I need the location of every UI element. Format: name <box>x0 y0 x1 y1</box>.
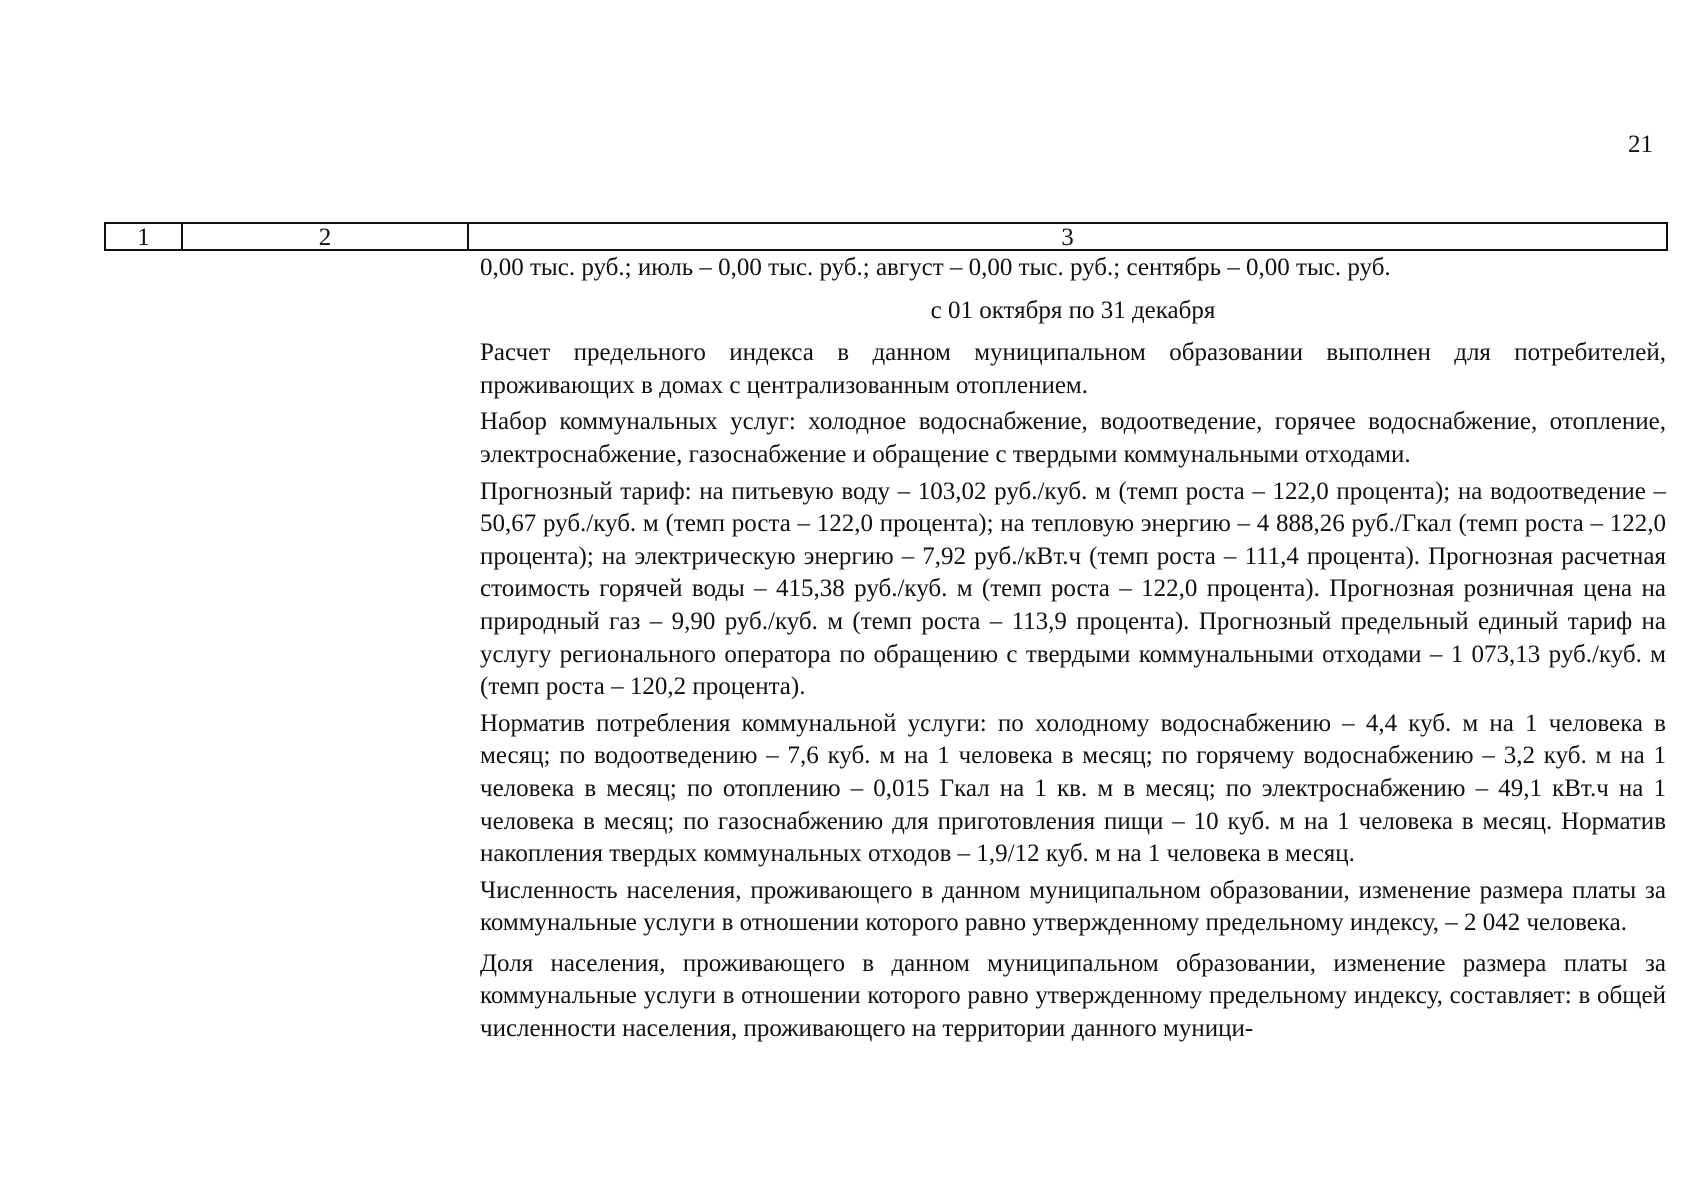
table-header-col-3: 3 <box>1061 224 1074 251</box>
paragraph-forecast-tariff: Прогнозный тариф: на питьевую воду – 103,02 руб./куб. м (темп роста – 122,0 процента); на водоотведение – 50,67 руб./куб. м (темп роста – 122,0 процента); на тепловую энергию – 4 888,26 руб./Гкал (темп роста – 122,0 процента); на электрическую энергию – 7,92 руб./кВт.ч (темп роста – 111,4 процента). Прогнозная расчетная стоимость горячей воды – 415,38 руб./куб. м (темп роста – 122,0 процента). Прогнозная розничная цена на природный газ – 9,90 руб./куб. м (темп роста – 113,9 процента). Прогнозный предельный единый тариф на услугу регионального оператора по обращению с твердыми коммунальными отходами – 1 073,13 руб./куб. м (темп роста – 120,2 процента). <box>480 477 1666 701</box>
continuation-text: 0,00 тыс. руб.; июль – 0,00 тыс. руб.; август – 0,00 тыс. руб.; сентябрь – 0,00 тыс. руб. <box>480 254 1391 281</box>
document-body <box>480 252 1666 1046</box>
period-heading: с 01 октября по 31 декабря <box>930 296 1216 324</box>
paragraph-population-count: Численность населения, проживающего в данном муниципальном образовании, изменение размера платы за коммунальные услуги в отношении которого равно утвержденному предельному индексу, – 2 042 человека. <box>480 876 1666 937</box>
table-header-col-1: 1 <box>106 224 183 249</box>
paragraph-utility-set: Набор коммунальных услуг: холодное водоснабжение, водоотведение, горячее водоснабжение, отопление, электроснабжение, газоснабжение и обращение с твердыми коммунальными отходами. <box>480 408 1666 468</box>
paragraph-population-share: Доля населения, проживающего в данном муниципальном образовании, изменение размера платы за коммунальные услуги в отношении которого равно утвержденному предельному индексу, составляет: в общей численности населения, проживающего на территории данного муници- <box>480 949 1666 1043</box>
page-number: 21 <box>1628 131 1653 158</box>
paragraph-calculation-basis: Расчет предельного индекса в данном муниципальном образовании выполнен для потребителей, проживающих в домах с централизованным отоплением. <box>480 339 1666 399</box>
table-header-col-2: 2 <box>183 224 469 249</box>
table-header-row <box>104 222 1668 251</box>
paragraph-consumption-norm: Норматив потребления коммунальной услуги: по холодному водоснабжению – 4,4 куб. м на 1 человека в месяц; по водоотведению – 7,6 куб. м на 1 человека в месяц; по горячему водоснабжению – 3,2 куб. м на 1 человека в месяц; по отоплению – 0,015 Гкал на 1 кв. м в месяц; по электроснабжению – 49,1 кВт.ч на 1 человека в месяц; по газоснабжению для приготовления пищи – 10 куб. м на 1 человека в месяц. Норматив накопления твердых коммунальных отходов – 1,9/12 куб. м на 1 человека в месяц. <box>480 709 1666 868</box>
